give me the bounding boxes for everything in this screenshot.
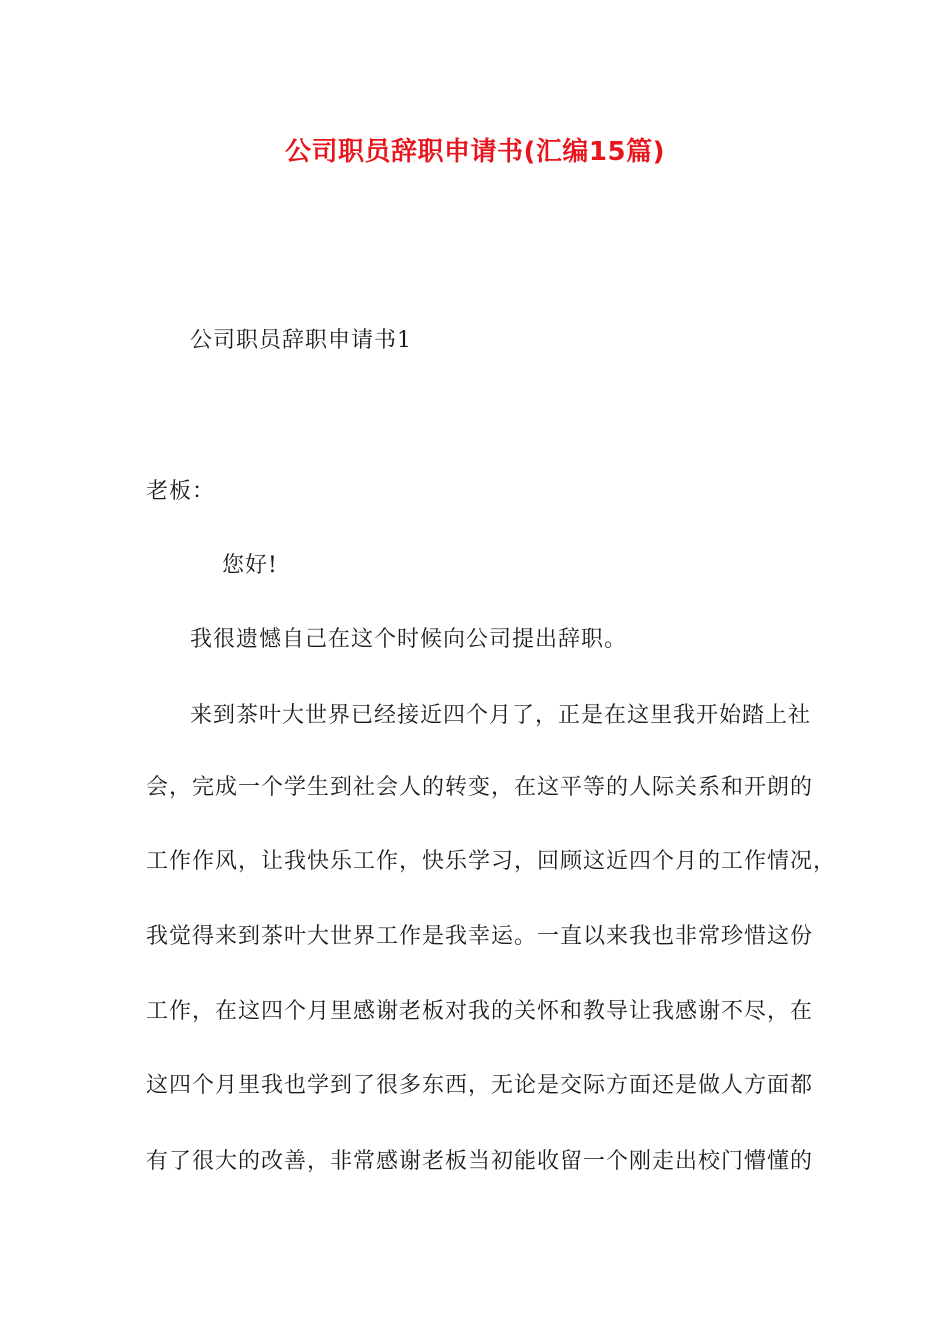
- paragraph-line: 这四个月里我也学到了很多东西，无论是交际方面还是做人方面都: [146, 1073, 814, 1098]
- greeting: 您好!: [222, 553, 278, 578]
- section-heading: 公司职员辞职申请书1: [190, 328, 412, 353]
- paragraph-line: 有了很大的改善，非常感谢老板当初能收留一个刚走出校门懵懂的: [146, 1149, 814, 1174]
- document-title: 公司职员辞职申请书(汇编15篇): [285, 137, 665, 167]
- paragraph-line: 来到茶叶大世界已经接近四个月了，正是在这里我开始踏上社: [190, 703, 812, 728]
- paragraph-line: 工作作风，让我快乐工作，快乐学习，回顾这近四个月的工作情况，: [146, 849, 837, 874]
- paragraph-line: 我觉得来到茶叶大世界工作是我幸运。一直以来我也非常珍惜这份: [146, 924, 814, 949]
- salutation: 老板：: [146, 479, 216, 504]
- paragraph-line: 工作，在这四个月里感谢老板对我的关怀和教导让我感谢不尽，在: [146, 999, 814, 1024]
- paragraph-line: 会，完成一个学生到社会人的转变，在这平等的人际关系和开朗的: [146, 775, 814, 800]
- paragraph-line: 我很遗憾自己在这个时候向公司提出辞职。: [190, 627, 628, 652]
